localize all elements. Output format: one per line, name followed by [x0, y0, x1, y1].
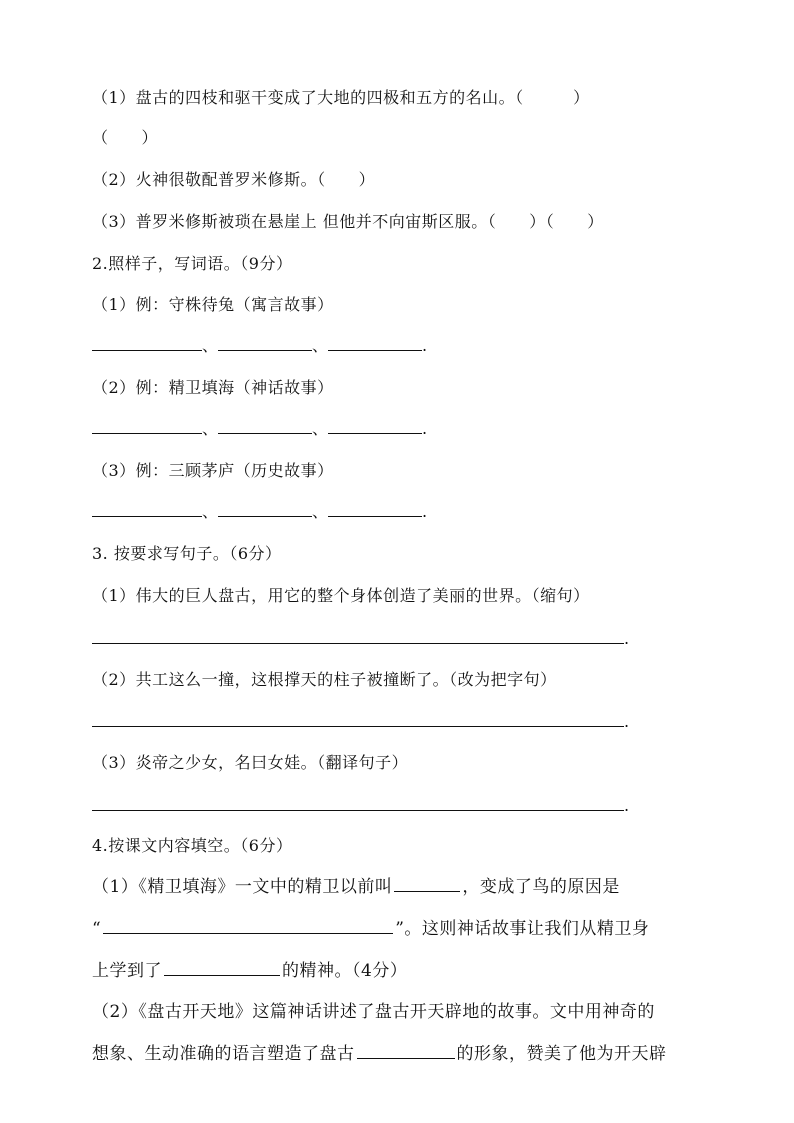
answer-blank[interactable]: [92, 500, 202, 517]
q3-sentence-1: （1）伟大的巨人盘古，用它的整个身体创造了美丽的世界。（缩句）: [92, 586, 590, 605]
q1-item-2: （2）火神很敬配普罗米修斯。（ ）: [92, 170, 376, 189]
q2-title: 2.照样子，写词语。（9分）: [92, 254, 293, 273]
q3-answer-row-3: .: [92, 794, 629, 817]
q3-sentence-3: （3）炎帝之少女，名曰女娃。（翻译句子）: [92, 753, 409, 772]
q1-item-3: （3）普罗米修斯被琐在悬崖上 但他并不向宙斯区服。（ ）（ ）: [92, 212, 604, 231]
q3-title: 3. 按要求写句子。（6分）: [92, 544, 282, 563]
q2-answer-row-2: 、 、 .: [92, 417, 427, 440]
q2-example-1: （1）例：守株待兔（寓言故事）: [92, 295, 334, 314]
q2-answer-row-3: 、 、 .: [92, 500, 427, 523]
answer-blank[interactable]: [328, 500, 422, 517]
answer-blank[interactable]: [328, 334, 422, 351]
q4-paragraph-2-line-2: 想象、生动准确的语言塑造了盘古 的形象，赞美了他为开天辟: [92, 1044, 667, 1064]
answer-blank[interactable]: [92, 334, 202, 351]
answer-blank[interactable]: [328, 417, 422, 434]
answer-blank[interactable]: [92, 417, 202, 434]
q2-answer-row-1: 、 、 .: [92, 334, 427, 357]
q4-paragraph-1-line-1: （1）《精卫填海》一文中的精卫以前叫 ，变成了鸟的原因是: [92, 877, 620, 897]
q3-sentence-2: （2）共工这么一撞，这根撑天的柱子被撞断了。（改为把字句）: [92, 670, 557, 689]
answer-blank[interactable]: [218, 417, 312, 434]
answer-blank[interactable]: [218, 500, 312, 517]
q4-title: 4.按课文内容填空。（6分）: [92, 836, 293, 855]
q1-item-1: （1）盘古的四枝和驱干变成了大地的四极和五方的名山。（ ）: [92, 88, 590, 107]
answer-blank[interactable]: [103, 919, 393, 934]
answer-blank[interactable]: [92, 794, 624, 811]
answer-blank[interactable]: [357, 1044, 455, 1059]
answer-blank[interactable]: [394, 877, 460, 892]
q3-answer-row-1: .: [92, 627, 629, 650]
q3-answer-row-2: .: [92, 710, 629, 733]
answer-blank[interactable]: [164, 961, 280, 976]
answer-blank[interactable]: [92, 710, 624, 727]
answer-blank[interactable]: [218, 334, 312, 351]
q4-paragraph-1-line-3: 上学到了 的精神。（4分）: [92, 961, 408, 981]
q2-example-2: （2）例：精卫填海（神话故事）: [92, 378, 334, 397]
q1-item-1-extra-bracket: （ ）: [92, 128, 159, 147]
q4-paragraph-1-line-2: “ ”。这则神话故事让我们从精卫身: [92, 919, 650, 939]
q2-example-3: （3）例：三顾茅庐（历史故事）: [92, 461, 334, 480]
q4-paragraph-2-line-1: （2）《盘古开天地》这篇神话讲述了盘古开天辟地的故事。文中用神奇的: [92, 1002, 655, 1022]
answer-blank[interactable]: [92, 627, 624, 644]
